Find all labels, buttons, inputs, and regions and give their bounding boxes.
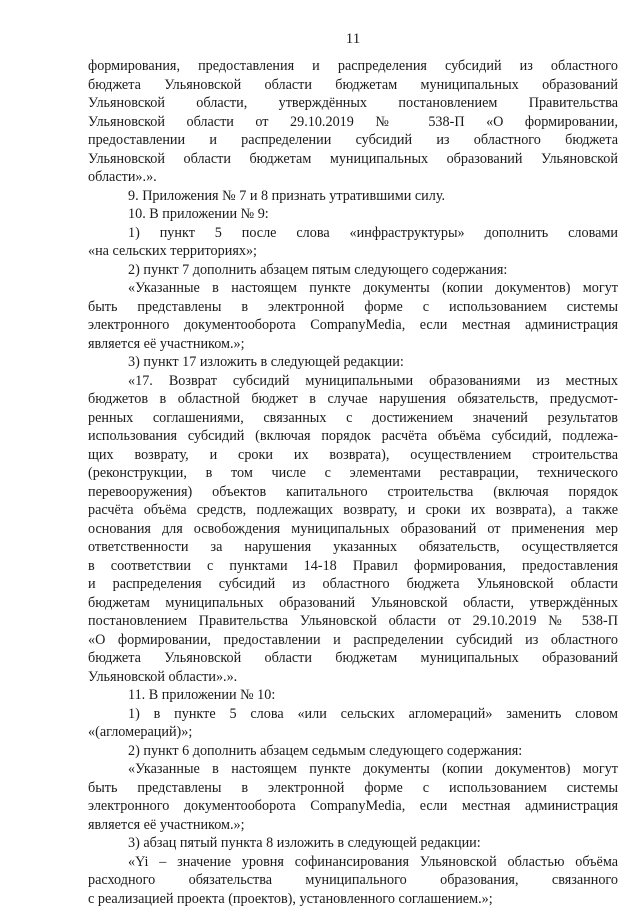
- text-line: бюджетам муниципальных образований Ульяновской области, утверждённых: [88, 594, 618, 613]
- paragraph: [88, 224, 618, 261]
- text-line: основания для освобождения муниципальных образований от применения мер: [88, 520, 618, 539]
- text-line: (реконструкции, в том числе с элементами реставрации, технического: [88, 464, 618, 483]
- text-line: расходного обязательства муниципального образования, связанного: [88, 871, 618, 890]
- text-line: в соответствии с пунктами 14-18 Правил формирования, предоставления: [88, 557, 618, 576]
- paragraph: [88, 57, 618, 187]
- paragraph: [88, 853, 618, 908]
- text-line: постановлением Правительства Ульяновской области от 29.10.2019 № 538-П: [88, 612, 618, 631]
- text-line: использования субсидий (включая порядок расчёта объёма субсидий, подлежа-: [88, 427, 618, 446]
- page-number: 11: [88, 30, 618, 48]
- text-line: ренных соглашениями, связанных с достижением значений результатов: [88, 409, 618, 428]
- text-line: 3) пункт 17 изложить в следующей редакции:: [88, 353, 618, 372]
- paragraph: [88, 686, 618, 705]
- text-line: является её участником.»;: [88, 335, 618, 354]
- text-line: расчёта объёма средств, подлежащих возврату, и сроки их возврата), а также: [88, 501, 618, 520]
- text-line: 9. Приложения № 7 и 8 признать утратившими силу.: [88, 187, 618, 206]
- text-line: быть представлены в электронной форме с использованием системы: [88, 298, 618, 317]
- paragraph: [88, 279, 618, 353]
- text-line: Ульяновской области бюджетам муниципальных образований Ульяновской: [88, 150, 618, 169]
- text-line: 10. В приложении № 9:: [88, 205, 618, 224]
- text-line: 3) абзац пятый пункта 8 изложить в следующей редакции:: [88, 834, 618, 853]
- text-line: 1) пункт 5 после слова «инфраструктуры» дополнить словами: [88, 224, 618, 243]
- paragraph: [88, 705, 618, 742]
- text-line: 11. В приложении № 10:: [88, 686, 618, 705]
- text-line: 2) пункт 6 дополнить абзацем седьмым следующего содержания:: [88, 742, 618, 761]
- text-line: быть представлены в электронной форме с использованием системы: [88, 779, 618, 798]
- text-line: перевооружения) объектов капитального строительства (включая порядок: [88, 483, 618, 502]
- paragraph: [88, 187, 618, 206]
- text-line: является её участником.»;: [88, 816, 618, 835]
- text-line: формирования, предоставления и распределения субсидий из областного: [88, 57, 618, 76]
- text-line: «Указанные в настоящем пункте документы (копии документов) могут: [88, 760, 618, 779]
- text-line: электронного документооборота CompanyMedia, если местная администрация: [88, 316, 618, 335]
- text-line: бюджета Ульяновской области бюджетам муниципальных образований: [88, 649, 618, 668]
- paragraph: [88, 372, 618, 687]
- text-line: Ульяновской области, утверждённых постановлением Правительства: [88, 94, 618, 113]
- text-line: ответственности за нарушения указанных обязательств, осуществляется: [88, 538, 618, 557]
- text-line: 2) пункт 7 дополнить абзацем пятым следующего содержания:: [88, 261, 618, 280]
- text-line: бюджета Ульяновской области бюджетам муниципальных образований: [88, 76, 618, 95]
- text-line: «(агломераций)»;: [88, 723, 618, 742]
- text-line: с реализацией проекта (проектов), установленного соглашением.»;: [88, 890, 618, 908]
- paragraph: [88, 760, 618, 834]
- paragraph: [88, 261, 618, 280]
- paragraph: [88, 205, 618, 224]
- text-line: «О формировании, предоставлении и распределении субсидий из областного: [88, 631, 618, 650]
- document-body: [88, 57, 618, 908]
- paragraph: [88, 742, 618, 761]
- text-line: «Указанные в настоящем пункте документы (копии документов) могут: [88, 279, 618, 298]
- paragraph: [88, 353, 618, 372]
- text-line: предоставлении и распределении субсидий из областного бюджета: [88, 131, 618, 150]
- text-line: «17. Возврат субсидий муниципальными образованиями из местных: [88, 372, 618, 391]
- text-line: «на сельских территориях»;: [88, 242, 618, 261]
- text-line: электронного документооборота CompanyMedia, если местная администрация: [88, 797, 618, 816]
- text-line: Ульяновской области».».: [88, 668, 618, 687]
- text-line: «Yi – значение уровня софинансирования Ульяновской областью объёма: [88, 853, 618, 872]
- text-line: Ульяновской области от 29.10.2019 № 538-П «О формировании,: [88, 113, 618, 132]
- text-line: области».».: [88, 168, 618, 187]
- paragraph: [88, 834, 618, 853]
- text-line: бюджетов в областной бюджет в случае нарушения обязательств, предусмот-: [88, 390, 618, 409]
- text-line: и распределения субсидий из областного бюджета Ульяновской области: [88, 575, 618, 594]
- text-line: 1) в пункте 5 слова «или сельских агломераций» заменить словом: [88, 705, 618, 724]
- text-line: щих возврату, и сроки их возврата), осуществлением строительства: [88, 446, 618, 465]
